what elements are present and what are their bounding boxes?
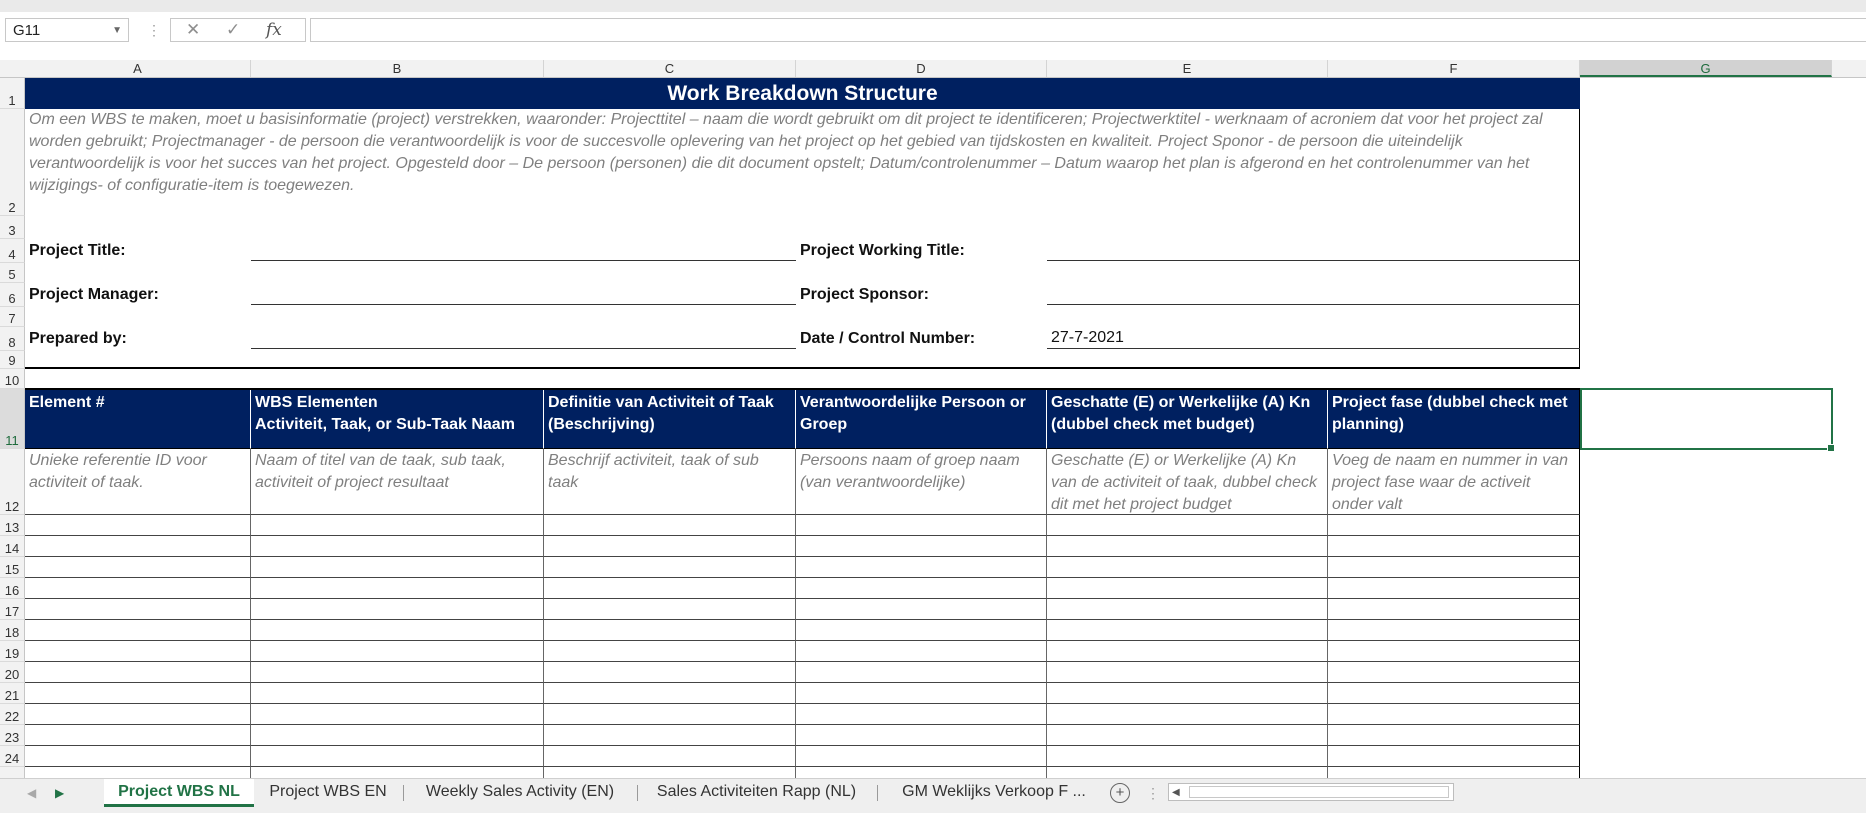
table-cell[interactable]	[25, 515, 251, 536]
row-header-19[interactable]: 19	[0, 641, 25, 662]
select-all-corner[interactable]	[0, 60, 25, 77]
table-cell[interactable]	[25, 557, 251, 578]
table-cell[interactable]	[1328, 767, 1580, 778]
table-cell[interactable]	[544, 641, 796, 662]
row-header-4[interactable]: 4	[0, 239, 25, 263]
project-title-field[interactable]	[251, 239, 796, 261]
table-cell[interactable]	[25, 683, 251, 704]
table-cell[interactable]	[796, 515, 1047, 536]
table-cell[interactable]	[25, 662, 251, 683]
row-header-12[interactable]: 12	[0, 449, 25, 515]
table-cell[interactable]	[251, 536, 544, 557]
row-header-20[interactable]: 20	[0, 662, 25, 683]
row-header-14[interactable]: 14	[0, 536, 25, 557]
table-cell[interactable]	[796, 725, 1047, 746]
table-cell[interactable]	[796, 578, 1047, 599]
table-cell[interactable]	[251, 662, 544, 683]
table-cell[interactable]	[1328, 599, 1580, 620]
row-header-7[interactable]: 7	[0, 307, 25, 327]
next-sheet-icon[interactable]: ▶	[55, 786, 65, 800]
table-header-project-phase[interactable]: Project fase (dubbel check met planning)	[1328, 390, 1580, 449]
project-manager-label[interactable]: Project Manager:	[29, 286, 159, 303]
table-cell[interactable]	[25, 536, 251, 557]
table-cell[interactable]	[1047, 725, 1328, 746]
table-header-wbs-elements[interactable]: WBS Elementen Activiteit, Taak, or Sub-Taak Naam	[251, 390, 544, 449]
hint-estimated-cost[interactable]: Geschatte (E) or Werkelijke (A) Kn van de activiteit of taak, dubbel check dit met het project budget	[1047, 449, 1328, 515]
table-cell[interactable]	[251, 683, 544, 704]
table-cell[interactable]	[796, 599, 1047, 620]
table-cell[interactable]	[1047, 641, 1328, 662]
date-control-label[interactable]: Date / Control Number:	[800, 330, 976, 347]
column-header-g[interactable]: G	[1580, 60, 1832, 77]
column-header-c[interactable]: C	[544, 60, 796, 77]
table-cell[interactable]	[1328, 515, 1580, 536]
insert-function-icon[interactable]: fx	[266, 20, 282, 40]
table-cell[interactable]	[544, 599, 796, 620]
table-cell[interactable]	[544, 683, 796, 704]
tab-separator	[637, 785, 638, 801]
table-cell[interactable]	[251, 704, 544, 725]
project-working-title-label[interactable]: Project Working Title:	[800, 242, 965, 259]
table-cell[interactable]	[1047, 599, 1328, 620]
table-cell[interactable]	[25, 725, 251, 746]
table-cell[interactable]	[25, 620, 251, 641]
tab-project-wbs-nl[interactable]: Project WBS NL	[104, 779, 254, 807]
row-header-25-partial	[0, 767, 25, 778]
project-working-title-field[interactable]	[1047, 239, 1580, 261]
table-cell[interactable]	[544, 725, 796, 746]
formula-input[interactable]	[310, 18, 1866, 42]
table-cell[interactable]	[25, 704, 251, 725]
row-header-21[interactable]: 21	[0, 683, 25, 704]
project-title-label[interactable]: Project Title:	[29, 242, 126, 259]
project-sponsor-label[interactable]: Project Sponsor:	[800, 286, 929, 303]
row-header-9[interactable]: 9	[0, 351, 25, 369]
row-header-2[interactable]: 2	[0, 109, 25, 216]
hint-project-phase[interactable]: Voeg de naam en nummer in van project fase waar de activeit onder valt	[1328, 449, 1580, 515]
table-cell[interactable]	[1328, 641, 1580, 662]
name-box-value: G11	[13, 22, 41, 39]
table-cell[interactable]	[1328, 578, 1580, 599]
row-header-23[interactable]: 23	[0, 725, 25, 746]
hint-wbs-elements[interactable]: Naam of titel van de taak, sub taak, activiteit of project resultaat	[251, 449, 544, 515]
cancel-icon[interactable]: ✕	[186, 20, 201, 39]
column-header-d[interactable]: D	[796, 60, 1047, 77]
tab-separator	[877, 785, 878, 801]
table-cell[interactable]	[25, 746, 251, 767]
table-cell[interactable]	[544, 515, 796, 536]
table-cell[interactable]	[544, 620, 796, 641]
row-header-15[interactable]: 15	[0, 557, 25, 578]
prev-sheet-icon[interactable]: ◀	[27, 786, 37, 800]
add-sheet-icon[interactable]: +	[1110, 783, 1130, 803]
table-cell[interactable]	[251, 599, 544, 620]
table-cell[interactable]	[1047, 683, 1328, 704]
table-cell[interactable]	[1328, 662, 1580, 683]
table-cell[interactable]	[1047, 578, 1328, 599]
formula-buttons	[170, 18, 306, 42]
table-cell[interactable]	[796, 557, 1047, 578]
table-cell[interactable]	[796, 746, 1047, 767]
table-cell[interactable]	[1047, 767, 1328, 778]
instructions-text[interactable]: Om een WBS te maken, moet u basisinformatie (project) verstrekken, waaronder: Projecttitel – naam die wordt gebruikt om dit project te identificeren; Projectwerktitel - werknaam of acroniem dat voor het project zal worden gebruikt; Projectmanager - de persoon die verantwoordelijk is voor de succesvolle oplevering van het project op het gebied van tijdskosten en kwaliteit. Project Sponor - de persoon die uiteindelijk verantwoordelijk is voor het succes van het project. Opgesteld door – De persoon (personen) die dit document opstelt; Datum/controlenummer – Datum waarop het plan is afgerond en het controlenummer van het wijzigings- of configuratie-item is toegewezen.	[29, 111, 1543, 194]
table-cell[interactable]	[25, 767, 251, 778]
tab-sales-activiteiten-rapp-nl[interactable]: Sales Activiteiten Rapp (NL)	[656, 783, 857, 800]
table-cell[interactable]	[25, 641, 251, 662]
name-box-dropdown-icon[interactable]: ▼	[112, 25, 122, 36]
tab-bar-grip-icon[interactable]: ⋮	[1146, 785, 1160, 801]
sheet-tab-bar	[0, 778, 1866, 813]
table-cell[interactable]	[796, 536, 1047, 557]
table-header-responsible[interactable]: Verantwoordelijke Persoon or Groep	[796, 390, 1047, 449]
column-header-f[interactable]: F	[1328, 60, 1580, 77]
row-header-1[interactable]: 1	[0, 78, 25, 109]
tab-project-wbs-en[interactable]: Project WBS EN	[269, 783, 387, 800]
table-cell[interactable]	[25, 578, 251, 599]
row-header-3[interactable]: 3	[0, 216, 25, 239]
table-cell[interactable]	[1047, 662, 1328, 683]
row-header-18[interactable]: 18	[0, 620, 25, 641]
tab-separator	[403, 785, 404, 801]
table-cell[interactable]	[544, 536, 796, 557]
table-cell[interactable]	[544, 704, 796, 725]
table-cell[interactable]	[796, 662, 1047, 683]
row-header-6[interactable]: 6	[0, 283, 25, 307]
hint-definition[interactable]: Beschrijf activiteit, taak of sub taak	[544, 449, 796, 515]
tab-weekly-sales-activity-en[interactable]: Weekly Sales Activity (EN)	[425, 783, 615, 800]
table-cell[interactable]	[1047, 515, 1328, 536]
date-control-value[interactable]: 27-7-2021	[1047, 327, 1580, 349]
row-header-16[interactable]: 16	[0, 578, 25, 599]
table-cell[interactable]	[251, 578, 544, 599]
table-header-definition[interactable]: Definitie van Activiteit of Taak (Beschrijving)	[544, 390, 796, 449]
table-cell[interactable]	[251, 767, 544, 778]
table-cell[interactable]	[251, 725, 544, 746]
table-cell[interactable]	[251, 620, 544, 641]
table-cell[interactable]	[1047, 557, 1328, 578]
table-cell[interactable]	[1328, 725, 1580, 746]
column-header-b[interactable]: B	[251, 60, 544, 77]
table-cell[interactable]	[1328, 683, 1580, 704]
table-cell[interactable]	[1047, 746, 1328, 767]
table-cell[interactable]	[796, 641, 1047, 662]
scroll-left-icon[interactable]: ◀	[1172, 787, 1180, 798]
table-header-estimated-cost[interactable]: Geschatte (E) or Werkelijke (A) Kn (dubbel check met budget)	[1047, 390, 1328, 449]
table-cell[interactable]	[251, 641, 544, 662]
hint-responsible[interactable]: Persoons naam of groep naam (van verantwoordelijke)	[796, 449, 1047, 515]
table-cell[interactable]	[1328, 536, 1580, 557]
table-cell[interactable]	[1047, 536, 1328, 557]
name-box[interactable]	[5, 18, 129, 42]
scrollbar-thumb[interactable]	[1189, 786, 1449, 798]
table-cell[interactable]	[1328, 557, 1580, 578]
table-cell[interactable]	[544, 746, 796, 767]
row-header-17[interactable]: 17	[0, 599, 25, 620]
row-header-13[interactable]: 13	[0, 515, 25, 536]
table-cell[interactable]	[544, 662, 796, 683]
table-cell[interactable]	[251, 746, 544, 767]
column-header-e[interactable]: E	[1047, 60, 1328, 77]
table-cell[interactable]	[544, 578, 796, 599]
table-cell[interactable]	[1047, 620, 1328, 641]
table-cell[interactable]	[1328, 620, 1580, 641]
project-sponsor-field[interactable]	[1047, 283, 1580, 305]
table-cell[interactable]	[251, 557, 544, 578]
fill-handle[interactable]	[1827, 444, 1835, 452]
table-cell[interactable]	[1047, 704, 1328, 725]
row-header-5[interactable]: 5	[0, 263, 25, 283]
column-headers	[0, 60, 1866, 78]
table-cell[interactable]	[25, 599, 251, 620]
table-cell[interactable]	[796, 683, 1047, 704]
prepared-by-label[interactable]: Prepared by:	[29, 330, 127, 347]
table-cell[interactable]	[1328, 704, 1580, 725]
table-cell[interactable]	[1328, 746, 1580, 767]
row-header-10[interactable]: 10	[0, 369, 25, 389]
formula-bar-grip-icon[interactable]: ⋮	[147, 22, 161, 38]
horizontal-scrollbar[interactable]	[1168, 783, 1454, 801]
selected-cell-g11[interactable]	[1580, 388, 1833, 450]
table-cell[interactable]	[796, 767, 1047, 778]
table-cell[interactable]	[796, 704, 1047, 725]
table-cell[interactable]	[251, 515, 544, 536]
column-header-a[interactable]: A	[25, 60, 251, 77]
row-header-24[interactable]: 24	[0, 746, 25, 767]
project-manager-field[interactable]	[251, 283, 796, 305]
table-cell[interactable]	[544, 767, 796, 778]
enter-icon[interactable]: ✓	[226, 20, 241, 39]
sheet-title[interactable]: Work Breakdown Structure	[25, 78, 1580, 109]
prepared-by-field[interactable]	[251, 327, 796, 349]
row-header-11[interactable]: 11	[0, 389, 25, 449]
row-header-8[interactable]: 8	[0, 327, 25, 351]
hint-element[interactable]: Unieke referentie ID voor activiteit of taak.	[25, 449, 251, 515]
table-cell[interactable]	[544, 557, 796, 578]
table-cell[interactable]	[796, 620, 1047, 641]
tab-gm-weklijks-verkoop[interactable]: GM Weklijks Verkoop F ...	[902, 783, 1086, 800]
table-header-element[interactable]: Element #	[25, 390, 251, 449]
row-header-22[interactable]: 22	[0, 704, 25, 725]
